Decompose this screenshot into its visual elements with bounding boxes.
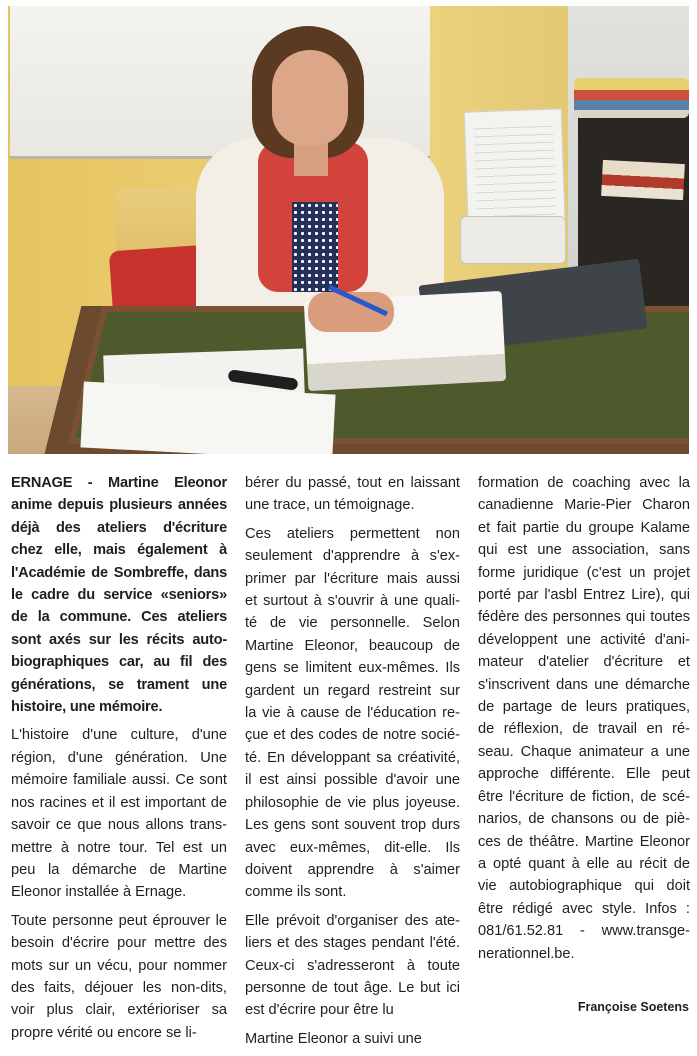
- photo-clothes-pile: [574, 78, 689, 118]
- text-line: canadienne Marie-Pier Charon: [478, 497, 690, 514]
- text-line: bérer du passé, tout en laissant: [245, 475, 460, 491]
- text-line: et fait partie du groupe Kalame: [478, 519, 690, 536]
- text-line: narios, de chansons ou de piè-: [478, 811, 690, 828]
- text-line: biographiques car, au fil des: [11, 654, 227, 671]
- text-line: une trace, un témoignage.: [245, 497, 415, 514]
- text-line: propre vérité ou encore se li-: [11, 1024, 197, 1041]
- text-line: nos racines et il est important de: [11, 794, 227, 811]
- text-line: histoire, une mémoire.: [11, 699, 163, 716]
- text-line: de réflexion, de travail en ré-: [478, 721, 690, 738]
- photo-paper: [80, 381, 335, 454]
- article-paragraph: [245, 523, 460, 904]
- photo-woman-dotted-top: [292, 202, 338, 292]
- text-line: déjà des ateliers d'écriture: [11, 519, 227, 536]
- text-line: l'Académie de Sombreffe, dans: [11, 564, 227, 581]
- article-paragraph: [478, 472, 690, 965]
- text-line: primer par l'écriture mais aussi: [245, 570, 460, 587]
- text-line: des faits, déjouer les non-dits,: [11, 979, 227, 996]
- text-line: philosophie de vie plus joyeuse.: [245, 794, 460, 811]
- article-paragraph: [245, 1028, 460, 1050]
- text-line: voir plus clair, extérioriser sa: [11, 1002, 227, 1019]
- text-line: personne de tout âge. Le but ici: [245, 979, 460, 996]
- text-line: L'histoire d'une culture, d'une: [11, 727, 227, 744]
- text-line: le cadre du service «seniors»: [11, 587, 227, 604]
- text-line: région, d'une génération. Une: [11, 749, 227, 766]
- article-photo: [8, 6, 689, 454]
- text-line: forme juridique (c'est un projet: [478, 564, 690, 581]
- article-paragraph: [11, 910, 227, 1044]
- text-line: té de vie personnelle. Selon: [245, 615, 460, 632]
- photo-printer: [460, 216, 566, 264]
- article-paragraph: [245, 472, 460, 517]
- text-line: çue et des codes de notre socié-: [245, 727, 460, 744]
- text-line: Martine Eleonor, beaucoup de: [245, 637, 460, 654]
- text-line: chez elle, mais également à: [11, 542, 227, 559]
- column-3-body: [478, 472, 690, 965]
- article-paragraph: [11, 724, 227, 903]
- text-line: doivent apprendre à s'aimer: [245, 861, 460, 878]
- text-line: développent une activité d'ani-: [478, 631, 690, 648]
- text-line: est d'écrire pour être lu: [245, 1002, 394, 1019]
- text-line: mots sur un vécu, pour nommer: [11, 957, 227, 974]
- article-column-3: [478, 472, 690, 971]
- text-line: vie autobiographique qui doit: [478, 878, 690, 895]
- text-line: Les gens sont souvent trop durs: [245, 817, 460, 834]
- text-line: formation de coaching avec la: [478, 475, 690, 491]
- text-line: peu la démarche de Martine: [11, 861, 227, 878]
- text-line: avec eux-mêmes, dit-elle. Ils: [245, 839, 460, 856]
- text-line: générations, se trament une: [11, 676, 227, 693]
- text-line: ERNAGE - Martine Eleonor: [11, 475, 227, 491]
- text-line: Ces ateliers permettent non: [245, 525, 460, 542]
- text-line: être l'écriture de fiction, de scé-: [478, 788, 690, 805]
- column-1-body: [11, 724, 227, 1044]
- text-line: Elle prévoit d'organiser des ate-: [245, 912, 460, 929]
- text-line: s'inscrivent dans une démarche: [478, 676, 690, 693]
- text-line: être rédigé avec style. Infos :: [478, 900, 690, 917]
- column-2-body: [245, 472, 460, 1050]
- text-line: de partage de leurs pratiques,: [478, 699, 690, 716]
- text-line: qui est une association, sans: [478, 542, 690, 559]
- text-line: il est ainsi possible d'avoir une: [245, 772, 460, 789]
- text-line: gens se limitent eux-mêmes. Ils: [245, 660, 460, 677]
- text-line: mateur d'atelier d'écriture et: [478, 654, 690, 671]
- text-line: nerationnel.be.: [478, 945, 575, 962]
- article-byline: Françoise Soetens: [577, 1000, 689, 1014]
- text-line: gardent un regard restreint sur: [245, 682, 460, 699]
- text-line: mettre à notre tour. Tel est un: [11, 839, 227, 856]
- photo-whiteboard: [10, 6, 430, 159]
- text-line: Martine Eleonor a suivi une: [245, 1030, 422, 1047]
- text-line: Ceux-ci s'adresseront à toute: [245, 957, 460, 974]
- text-line: a opté quant à elle au récit de: [478, 855, 690, 872]
- article-column-2: [245, 472, 460, 1056]
- text-line: Toute personne peut éprouver le: [11, 912, 227, 929]
- article-column-1: [11, 472, 227, 1050]
- text-line: sont axés sur les récits auto-: [11, 631, 227, 648]
- text-line: besoin d'écrire pour mettre des: [11, 935, 227, 952]
- text-line: la vie à cause de l'éducation re-: [245, 705, 460, 722]
- text-line: anime depuis plusieurs années: [11, 497, 227, 514]
- text-line: mémoire familiale aussi. Ce sont: [11, 772, 227, 789]
- photo-books: [601, 160, 685, 200]
- photo-woman-face: [272, 50, 348, 146]
- text-line: de la commune. Ces ateliers: [11, 609, 227, 626]
- article-paragraph: [245, 910, 460, 1022]
- text-line: fédère des personnes qui toutes: [478, 609, 690, 626]
- text-line: liers et des stages pendant l'été.: [245, 935, 460, 952]
- text-line: approche différente. Elle peut: [478, 766, 690, 783]
- text-line: ces de théâtre. Martine Eleonor: [478, 833, 690, 850]
- text-line: comme ils sont.: [245, 884, 347, 901]
- text-line: porté par l'asbl Entrez Lire), qui: [478, 587, 690, 604]
- text-line: Eleonor installée à Ernage.: [11, 884, 187, 901]
- text-line: seau. Chaque animateur a une: [478, 743, 690, 760]
- article-lead: [11, 472, 227, 718]
- text-line: et surtout à s'ouvrir à une quali-: [245, 593, 460, 610]
- text-line: té. En développant sa créativité,: [245, 749, 460, 766]
- text-line: seulement d'apprendre à s'ex-: [245, 548, 460, 565]
- text-line: savoir ce que nous allons trans-: [11, 817, 227, 834]
- text-line: 081/61.52.81 - www.transge-: [478, 923, 690, 940]
